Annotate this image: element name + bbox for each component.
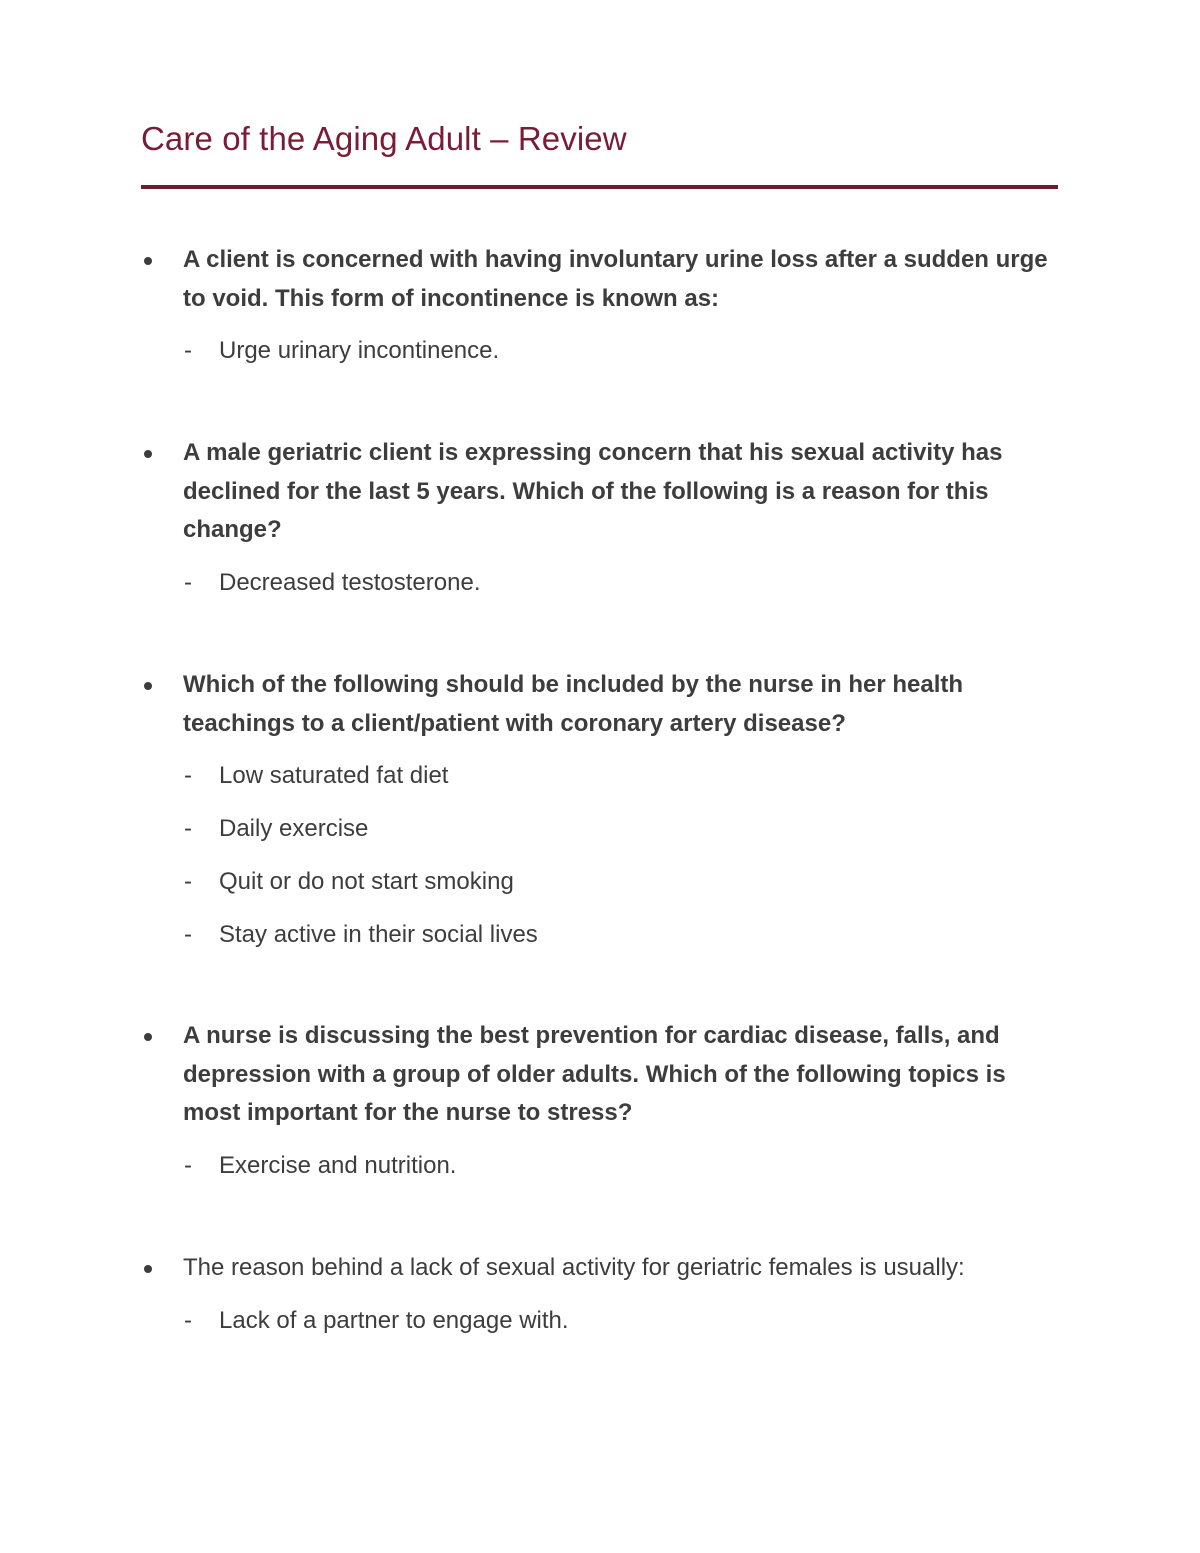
question	[141, 1017, 1061, 1133]
bullet-icon	[144, 1033, 152, 1041]
bullet-icon	[144, 682, 152, 690]
answer-text: Low saturated fat diet	[219, 762, 449, 789]
dash-marker: -	[184, 815, 192, 842]
review-item	[141, 1249, 1061, 1355]
review-item	[141, 434, 1061, 617]
question	[141, 434, 1061, 550]
answer-list	[141, 332, 1061, 371]
dash-marker: -	[184, 568, 192, 596]
question-text: A client is concerned with having involuntary urine loss after a sudden urge to void. This form of incontinence is known as:	[183, 246, 1048, 312]
answer-text: Daily exercise	[219, 815, 369, 842]
answer	[141, 1147, 1061, 1186]
dash-marker: -	[184, 762, 192, 789]
answer	[141, 810, 1061, 849]
document-title: Care of the Aging Adult – Review	[141, 120, 627, 157]
answer-text: Urge urinary incontinence.	[219, 337, 500, 364]
answer-list	[141, 564, 1061, 603]
answer-list	[141, 1302, 1061, 1341]
answer	[141, 332, 1061, 371]
question	[141, 241, 1061, 318]
title-divider	[141, 185, 1058, 189]
review-item	[141, 241, 1061, 385]
review-item	[141, 666, 1061, 969]
dash-marker: -	[184, 1151, 192, 1179]
question	[141, 666, 1061, 743]
question-text: A nurse is discussing the best prevention for cardiac disease, falls, and depression with a group of older adults. Which of the following topics is most important for the nurse to stress?	[183, 1022, 1006, 1126]
question-text: A male geriatric client is expressing concern that his sexual activity has declined for the last 5 years. Which of the following is a reason for this change?	[183, 439, 1003, 543]
answer-text: Exercise and nutrition.	[219, 1151, 457, 1179]
dash-marker: -	[184, 337, 192, 364]
bullet-icon	[144, 1265, 152, 1273]
question-text: Which of the following should be included by the nurse in her health teachings to a client/patient with coronary artery disease?	[183, 671, 964, 737]
answer	[141, 564, 1061, 603]
answer-list	[141, 757, 1061, 955]
answer-text: Lack of a partner to engage with.	[219, 1306, 569, 1334]
dash-marker: -	[184, 868, 192, 895]
answer-text: Quit or do not start smoking	[219, 868, 514, 895]
dash-marker: -	[184, 1306, 192, 1334]
answer-text: Stay active in their social lives	[219, 921, 538, 948]
dash-marker: -	[184, 921, 192, 948]
answer	[141, 1302, 1061, 1341]
question	[141, 1249, 1061, 1288]
bullet-icon	[144, 257, 152, 265]
answer	[141, 863, 1061, 902]
answer	[141, 757, 1061, 796]
answer	[141, 916, 1061, 955]
answer-list	[141, 1147, 1061, 1186]
question-text: The reason behind a lack of sexual activity for geriatric females is usually:	[183, 1254, 965, 1281]
bullet-icon	[144, 450, 152, 458]
review-item	[141, 1017, 1061, 1200]
answer-text: Decreased testosterone.	[219, 568, 481, 596]
